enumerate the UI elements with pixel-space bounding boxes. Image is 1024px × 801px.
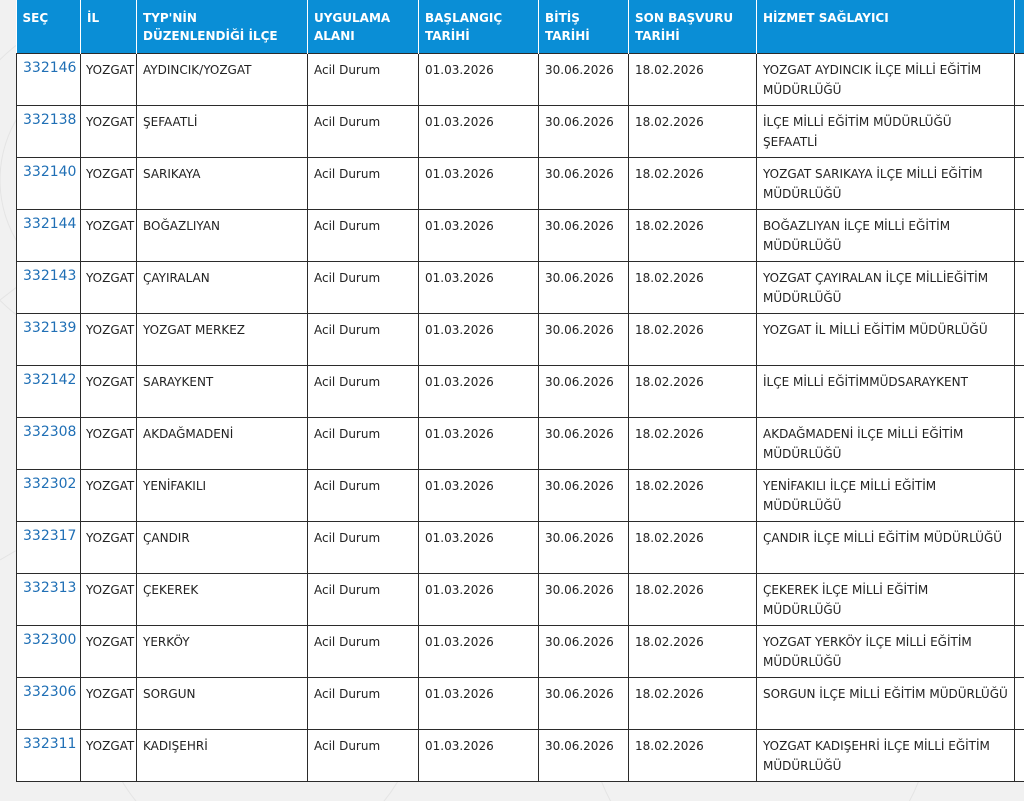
hizmet-saglayici-cell: YOZGAT ÇAYIRALAN İLÇE MİLLİEĞİTİM MÜDÜRLÜĞÜ [757, 261, 1015, 313]
son-basvuru-tarihi-cell: 18.02.2026 [629, 573, 757, 625]
uygulama-alani-cell: Acil Durum [308, 157, 419, 209]
il-cell: YOZGAT [81, 521, 137, 573]
hizmet-saglayici-cell: YOZGAT SARIKAYA İLÇE MİLLİ EĞİTİM MÜDÜRLÜĞÜ [757, 157, 1015, 209]
baslangic-tarihi-cell: 01.03.2026 [419, 365, 539, 417]
son-basvuru-tarihi-cell: 18.02.2026 [629, 157, 757, 209]
bitis-tarihi-cell: 30.06.2026 [539, 313, 629, 365]
header-hizmet-saglayici: HİZMET SAĞLAYICI [757, 0, 1015, 53]
il-cell: YOZGAT [81, 573, 137, 625]
son-basvuru-tarihi-cell: 18.02.2026 [629, 365, 757, 417]
uygulama-alani-cell: Acil Durum [308, 469, 419, 521]
select-link[interactable]: 332313 [23, 579, 77, 596]
select-cell [17, 261, 81, 313]
bitis-tarihi-cell: 30.06.2026 [539, 521, 629, 573]
header-son-basvuru-tarihi: SON BAŞVURU TARİHİ [629, 0, 757, 53]
select-link[interactable]: 332311 [23, 735, 77, 752]
select-cell [17, 417, 81, 469]
bitis-tarihi-cell: 30.06.2026 [539, 209, 629, 261]
son-basvuru-tarihi-cell: 18.02.2026 [629, 677, 757, 729]
ilce-cell: AYDINCIK/YOZGAT [137, 53, 308, 105]
extra-cell [1015, 313, 1024, 365]
header-baslangic-tarihi: BAŞLANGIÇ TARİHİ [419, 0, 539, 53]
select-cell [17, 313, 81, 365]
uygulama-alani-cell: Acil Durum [308, 105, 419, 157]
bitis-tarihi-cell: 30.06.2026 [539, 729, 629, 781]
son-basvuru-tarihi-cell: 18.02.2026 [629, 521, 757, 573]
uygulama-alani-cell: Acil Durum [308, 261, 419, 313]
table-row [17, 729, 1024, 781]
extra-cell [1015, 365, 1024, 417]
bitis-tarihi-cell: 30.06.2026 [539, 53, 629, 105]
select-link[interactable]: 332308 [23, 423, 77, 440]
bitis-tarihi-cell: 30.06.2026 [539, 625, 629, 677]
hizmet-saglayici-cell: İLÇE MİLLİ EĞİTİMMÜDSARAYKENT [757, 365, 1015, 417]
header-bitis-tarihi: BİTİŞ TARİHİ [539, 0, 629, 53]
baslangic-tarihi-cell: 01.03.2026 [419, 105, 539, 157]
select-cell [17, 521, 81, 573]
ilce-cell: ÇEKEREK [137, 573, 308, 625]
extra-cell [1015, 417, 1024, 469]
ilce-cell: SORGUN [137, 677, 308, 729]
baslangic-tarihi-cell: 01.03.2026 [419, 53, 539, 105]
table-header-row [17, 0, 1024, 53]
uygulama-alani-cell: Acil Durum [308, 625, 419, 677]
table-row [17, 521, 1024, 573]
extra-cell [1015, 261, 1024, 313]
uygulama-alani-cell: Acil Durum [308, 573, 419, 625]
results-table-container [16, 0, 1024, 782]
table-row [17, 573, 1024, 625]
ilce-cell: YENİFAKILI [137, 469, 308, 521]
select-cell [17, 157, 81, 209]
uygulama-alani-cell: Acil Durum [308, 313, 419, 365]
uygulama-alani-cell: Acil Durum [308, 365, 419, 417]
bitis-tarihi-cell: 30.06.2026 [539, 677, 629, 729]
ilce-cell: SARAYKENT [137, 365, 308, 417]
hizmet-saglayici-cell: YOZGAT YERKÖY İLÇE MİLLİ EĞİTİM MÜDÜRLÜĞÜ [757, 625, 1015, 677]
baslangic-tarihi-cell: 01.03.2026 [419, 209, 539, 261]
ilce-cell: ÇAYIRALAN [137, 261, 308, 313]
select-link[interactable]: 332306 [23, 683, 77, 700]
son-basvuru-tarihi-cell: 18.02.2026 [629, 469, 757, 521]
il-cell: YOZGAT [81, 677, 137, 729]
baslangic-tarihi-cell: 01.03.2026 [419, 261, 539, 313]
baslangic-tarihi-cell: 01.03.2026 [419, 313, 539, 365]
il-cell: YOZGAT [81, 417, 137, 469]
select-link[interactable]: 332302 [23, 475, 77, 492]
select-link[interactable]: 332142 [23, 371, 77, 388]
ilce-cell: ŞEFAATLİ [137, 105, 308, 157]
header-ilce: TYP'NİN DÜZENLENDİĞİ İLÇE [137, 0, 308, 53]
uygulama-alani-cell: Acil Durum [308, 677, 419, 729]
header-il: İL [81, 0, 137, 53]
uygulama-alani-cell: Acil Durum [308, 417, 419, 469]
uygulama-alani-cell: Acil Durum [308, 729, 419, 781]
select-link[interactable]: 332143 [23, 267, 77, 284]
baslangic-tarihi-cell: 01.03.2026 [419, 729, 539, 781]
bitis-tarihi-cell: 30.06.2026 [539, 417, 629, 469]
bitis-tarihi-cell: 30.06.2026 [539, 469, 629, 521]
il-cell: YOZGAT [81, 625, 137, 677]
extra-cell [1015, 729, 1024, 781]
select-cell [17, 677, 81, 729]
son-basvuru-tarihi-cell: 18.02.2026 [629, 105, 757, 157]
bitis-tarihi-cell: 30.06.2026 [539, 261, 629, 313]
son-basvuru-tarihi-cell: 18.02.2026 [629, 417, 757, 469]
select-link[interactable]: 332139 [23, 319, 77, 336]
header-extra [1015, 0, 1024, 53]
baslangic-tarihi-cell: 01.03.2026 [419, 157, 539, 209]
table-row [17, 313, 1024, 365]
son-basvuru-tarihi-cell: 18.02.2026 [629, 729, 757, 781]
select-link[interactable]: 332317 [23, 527, 77, 544]
baslangic-tarihi-cell: 01.03.2026 [419, 573, 539, 625]
son-basvuru-tarihi-cell: 18.02.2026 [629, 625, 757, 677]
baslangic-tarihi-cell: 01.03.2026 [419, 469, 539, 521]
ilce-cell: KADIŞEHRİ [137, 729, 308, 781]
bitis-tarihi-cell: 30.06.2026 [539, 157, 629, 209]
hizmet-saglayici-cell: ÇEKEREK İLÇE MİLLİ EĞİTİM MÜDÜRLÜĞÜ [757, 573, 1015, 625]
uygulama-alani-cell: Acil Durum [308, 209, 419, 261]
table-row [17, 261, 1024, 313]
baslangic-tarihi-cell: 01.03.2026 [419, 625, 539, 677]
select-cell [17, 209, 81, 261]
ilce-cell: ÇANDIR [137, 521, 308, 573]
table-row [17, 53, 1024, 105]
il-cell: YOZGAT [81, 313, 137, 365]
hizmet-saglayici-cell: BOĞAZLIYAN İLÇE MİLLİ EĞİTİM MÜDÜRLÜĞÜ [757, 209, 1015, 261]
extra-cell [1015, 677, 1024, 729]
hizmet-saglayici-cell: ÇANDIR İLÇE MİLLİ EĞİTİM MÜDÜRLÜĞÜ [757, 521, 1015, 573]
ilce-cell: YERKÖY [137, 625, 308, 677]
table-row [17, 157, 1024, 209]
select-link[interactable]: 332146 [23, 59, 77, 76]
select-cell [17, 365, 81, 417]
il-cell: YOZGAT [81, 157, 137, 209]
extra-cell [1015, 625, 1024, 677]
select-cell [17, 729, 81, 781]
table-row [17, 677, 1024, 729]
select-cell [17, 469, 81, 521]
select-cell [17, 573, 81, 625]
select-link[interactable]: 332138 [23, 111, 77, 128]
baslangic-tarihi-cell: 01.03.2026 [419, 677, 539, 729]
il-cell: YOZGAT [81, 729, 137, 781]
il-cell: YOZGAT [81, 261, 137, 313]
select-cell [17, 105, 81, 157]
select-cell [17, 625, 81, 677]
table-row [17, 365, 1024, 417]
results-table [16, 0, 1024, 782]
select-link[interactable]: 332300 [23, 631, 77, 648]
table-row [17, 417, 1024, 469]
header-sec: SEÇ [17, 0, 81, 53]
select-link[interactable]: 332140 [23, 163, 77, 180]
hizmet-saglayici-cell: YOZGAT AYDINCIK İLÇE MİLLİ EĞİTİM MÜDÜRLÜĞÜ [757, 53, 1015, 105]
son-basvuru-tarihi-cell: 18.02.2026 [629, 313, 757, 365]
hizmet-saglayici-cell: AKDAĞMADENİ İLÇE MİLLİ EĞİTİM MÜDÜRLÜĞÜ [757, 417, 1015, 469]
table-row [17, 105, 1024, 157]
table-row [17, 625, 1024, 677]
son-basvuru-tarihi-cell: 18.02.2026 [629, 261, 757, 313]
ilce-cell: YOZGAT MERKEZ [137, 313, 308, 365]
hizmet-saglayici-cell: YENİFAKILI İLÇE MİLLİ EĞİTİM MÜDÜRLÜĞÜ [757, 469, 1015, 521]
extra-cell [1015, 105, 1024, 157]
select-cell [17, 53, 81, 105]
extra-cell [1015, 573, 1024, 625]
son-basvuru-tarihi-cell: 18.02.2026 [629, 209, 757, 261]
extra-cell [1015, 53, 1024, 105]
il-cell: YOZGAT [81, 105, 137, 157]
hizmet-saglayici-cell: YOZGAT KADIŞEHRİ İLÇE MİLLİ EĞİTİM MÜDÜRLÜĞÜ [757, 729, 1015, 781]
bitis-tarihi-cell: 30.06.2026 [539, 365, 629, 417]
header-uygulama-alani: UYGULAMA ALANI [308, 0, 419, 53]
table-row [17, 209, 1024, 261]
hizmet-saglayici-cell: YOZGAT İL MİLLİ EĞİTİM MÜDÜRLÜĞÜ [757, 313, 1015, 365]
ilce-cell: AKDAĞMADENİ [137, 417, 308, 469]
extra-cell [1015, 469, 1024, 521]
extra-cell [1015, 209, 1024, 261]
il-cell: YOZGAT [81, 469, 137, 521]
extra-cell [1015, 157, 1024, 209]
il-cell: YOZGAT [81, 209, 137, 261]
bitis-tarihi-cell: 30.06.2026 [539, 105, 629, 157]
hizmet-saglayici-cell: SORGUN İLÇE MİLLİ EĞİTİM MÜDÜRLÜĞÜ [757, 677, 1015, 729]
table-row [17, 469, 1024, 521]
il-cell: YOZGAT [81, 53, 137, 105]
select-link[interactable]: 332144 [23, 215, 77, 232]
il-cell: YOZGAT [81, 365, 137, 417]
bitis-tarihi-cell: 30.06.2026 [539, 573, 629, 625]
uygulama-alani-cell: Acil Durum [308, 53, 419, 105]
uygulama-alani-cell: Acil Durum [308, 521, 419, 573]
ilce-cell: SARIKAYA [137, 157, 308, 209]
ilce-cell: BOĞAZLIYAN [137, 209, 308, 261]
son-basvuru-tarihi-cell: 18.02.2026 [629, 53, 757, 105]
baslangic-tarihi-cell: 01.03.2026 [419, 521, 539, 573]
hizmet-saglayici-cell: İLÇE MİLLİ EĞİTİM MÜDÜRLÜĞÜ ŞEFAATLİ [757, 105, 1015, 157]
baslangic-tarihi-cell: 01.03.2026 [419, 417, 539, 469]
extra-cell [1015, 521, 1024, 573]
